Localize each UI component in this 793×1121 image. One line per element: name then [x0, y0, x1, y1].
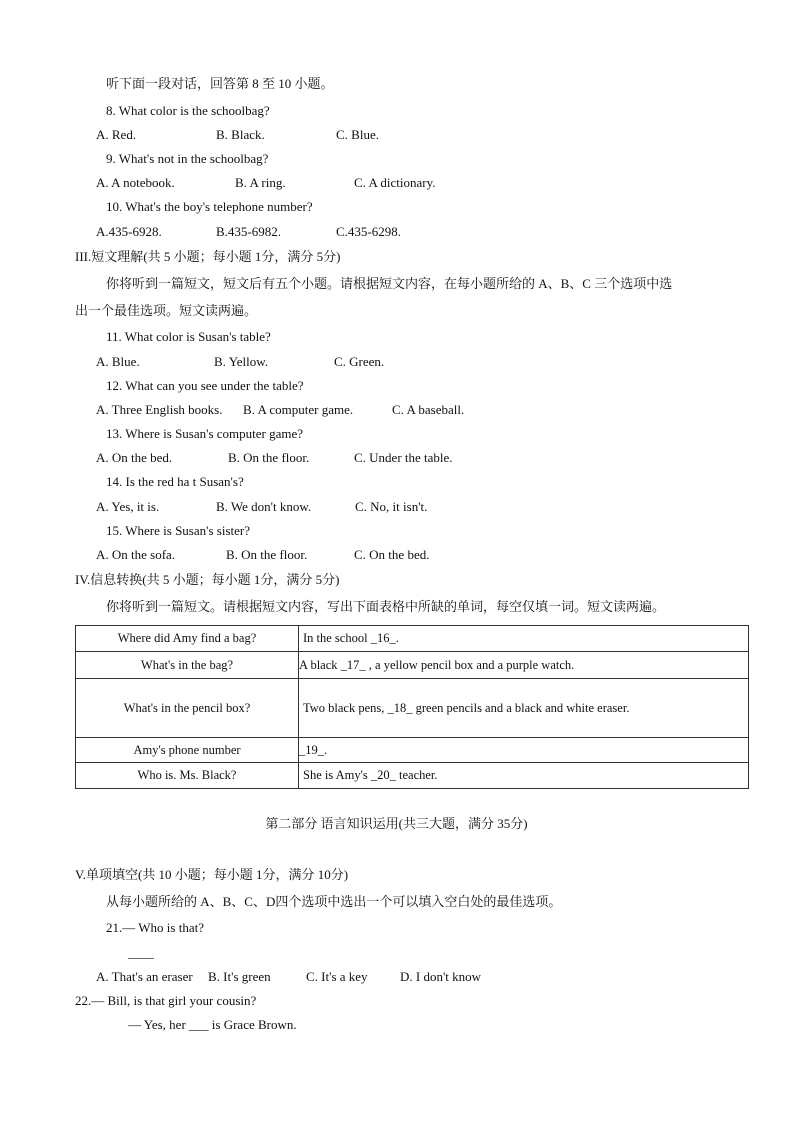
- option-21a: A. That's an eraser: [96, 969, 193, 984]
- option-10c: C.435-6298.: [336, 224, 401, 239]
- question-22-answer: — Yes, her ___ is Grace Brown.: [128, 1017, 297, 1032]
- option-13c: C. Under the table.: [354, 450, 453, 465]
- option-14c: C. No, it isn't.: [355, 499, 428, 514]
- section3-instruction-2: 出一个最佳选项。短文读两遍。: [75, 303, 258, 318]
- option-15b: B. On the floor.: [226, 547, 308, 562]
- option-9a: A. A notebook.: [96, 175, 175, 190]
- option-13a: A. On the bed.: [96, 450, 173, 465]
- question-12: 12. What can you see under the table?: [106, 378, 304, 393]
- section5-title: V.单项填空(共 10 小题；每小题 1分，满分 10分): [75, 867, 349, 882]
- option-10b: B.435-6982.: [216, 224, 281, 239]
- question-10: 10. What's the boy's telephone number?: [106, 199, 313, 214]
- table-answer: _19_.: [299, 738, 749, 763]
- section3-instruction-1: 你将听到一篇短文，短文后有五个小题。请根据短文内容，在每小题所给的 A、B、C 三个选项中选: [106, 276, 673, 291]
- listening-intro: 听下面一段对话，回答第 8 至 10 小题。: [106, 76, 334, 91]
- option-21c: C. It's a key: [306, 969, 368, 984]
- option-12b: B. A computer game.: [243, 402, 354, 417]
- question-21: 21.— Who is that?: [106, 920, 204, 935]
- table-answer: She is Amy's _20_ teacher.: [299, 763, 749, 789]
- question-11: 11. What color is Susan's table?: [106, 329, 271, 344]
- option-8a: A. Red.: [96, 127, 137, 142]
- table-question: Amy's phone number: [76, 738, 299, 763]
- section4-instruction: 你将听到一篇短文。请根据短文内容，写出下面表格中所缺的单词，每空仅填一词。短文读两遍。: [106, 599, 666, 614]
- option-9b: B. A ring.: [235, 175, 286, 190]
- info-table: [75, 625, 749, 789]
- question-21-blank: ____: [128, 945, 154, 960]
- section5-instruction: 从每小题所给的 A、B、C、D四个选项中选出一个可以填入空白处的最佳选项。: [106, 894, 562, 909]
- table-question: Who is. Ms. Black?: [76, 763, 299, 789]
- part2-title: 第二部分 语言知识运用(共三大题，满分 35分): [265, 816, 528, 831]
- option-12c: C. A baseball.: [392, 402, 465, 417]
- option-12a: A. Three English books.: [96, 402, 223, 417]
- option-13b: B. On the floor.: [228, 450, 310, 465]
- option-14a: A. Yes, it is.: [96, 499, 160, 514]
- section4-title: IV.信息转换(共 5 小题；每小题 1分，满分 5分): [75, 572, 340, 587]
- table-answer: In the school _16_.: [299, 626, 749, 652]
- option-11c: C. Green.: [334, 354, 385, 369]
- table-answer: Two black pens, _18_ green pencils and a black and white eraser.: [299, 679, 749, 738]
- option-9c: C. A dictionary.: [354, 175, 436, 190]
- question-13: 13. Where is Susan's computer game?: [106, 426, 304, 441]
- table-question: What's in the pencil box?: [76, 679, 299, 738]
- table-question: What's in the bag?: [76, 652, 299, 679]
- section3-title: III.短文理解(共 5 小题；每小题 1分，满分 5分): [75, 249, 341, 264]
- option-21d: D. I don't know: [400, 969, 482, 984]
- option-8c: C. Blue.: [336, 127, 379, 142]
- question-8: 8. What color is the schoolbag?: [106, 103, 270, 118]
- table-row: [76, 679, 749, 738]
- option-15a: A. On the sofa.: [96, 547, 176, 562]
- question-22: 22.— Bill, is that girl your cousin?: [75, 993, 257, 1008]
- option-11b: B. Yellow.: [214, 354, 269, 369]
- table-row: [76, 763, 749, 789]
- option-14b: B. We don't know.: [216, 499, 312, 514]
- question-9: 9. What's not in the schoolbag?: [106, 151, 269, 166]
- table-answer: A black _17_ , a yellow pencil box and a purple watch.: [299, 652, 749, 679]
- table-row: [76, 738, 749, 763]
- option-8b: B. Black.: [216, 127, 265, 142]
- table-question: Where did Amy find a bag?: [76, 626, 299, 652]
- option-21b: B. It's green: [208, 969, 271, 984]
- option-11a: A. Blue.: [96, 354, 140, 369]
- table-row: [76, 652, 749, 679]
- option-15c: C. On the bed.: [354, 547, 430, 562]
- table-row: [76, 626, 749, 652]
- question-14: 14. Is the red ha t Susan's?: [106, 474, 244, 489]
- question-15: 15. Where is Susan's sister?: [106, 523, 250, 538]
- option-10a: A.435-6928.: [96, 224, 162, 239]
